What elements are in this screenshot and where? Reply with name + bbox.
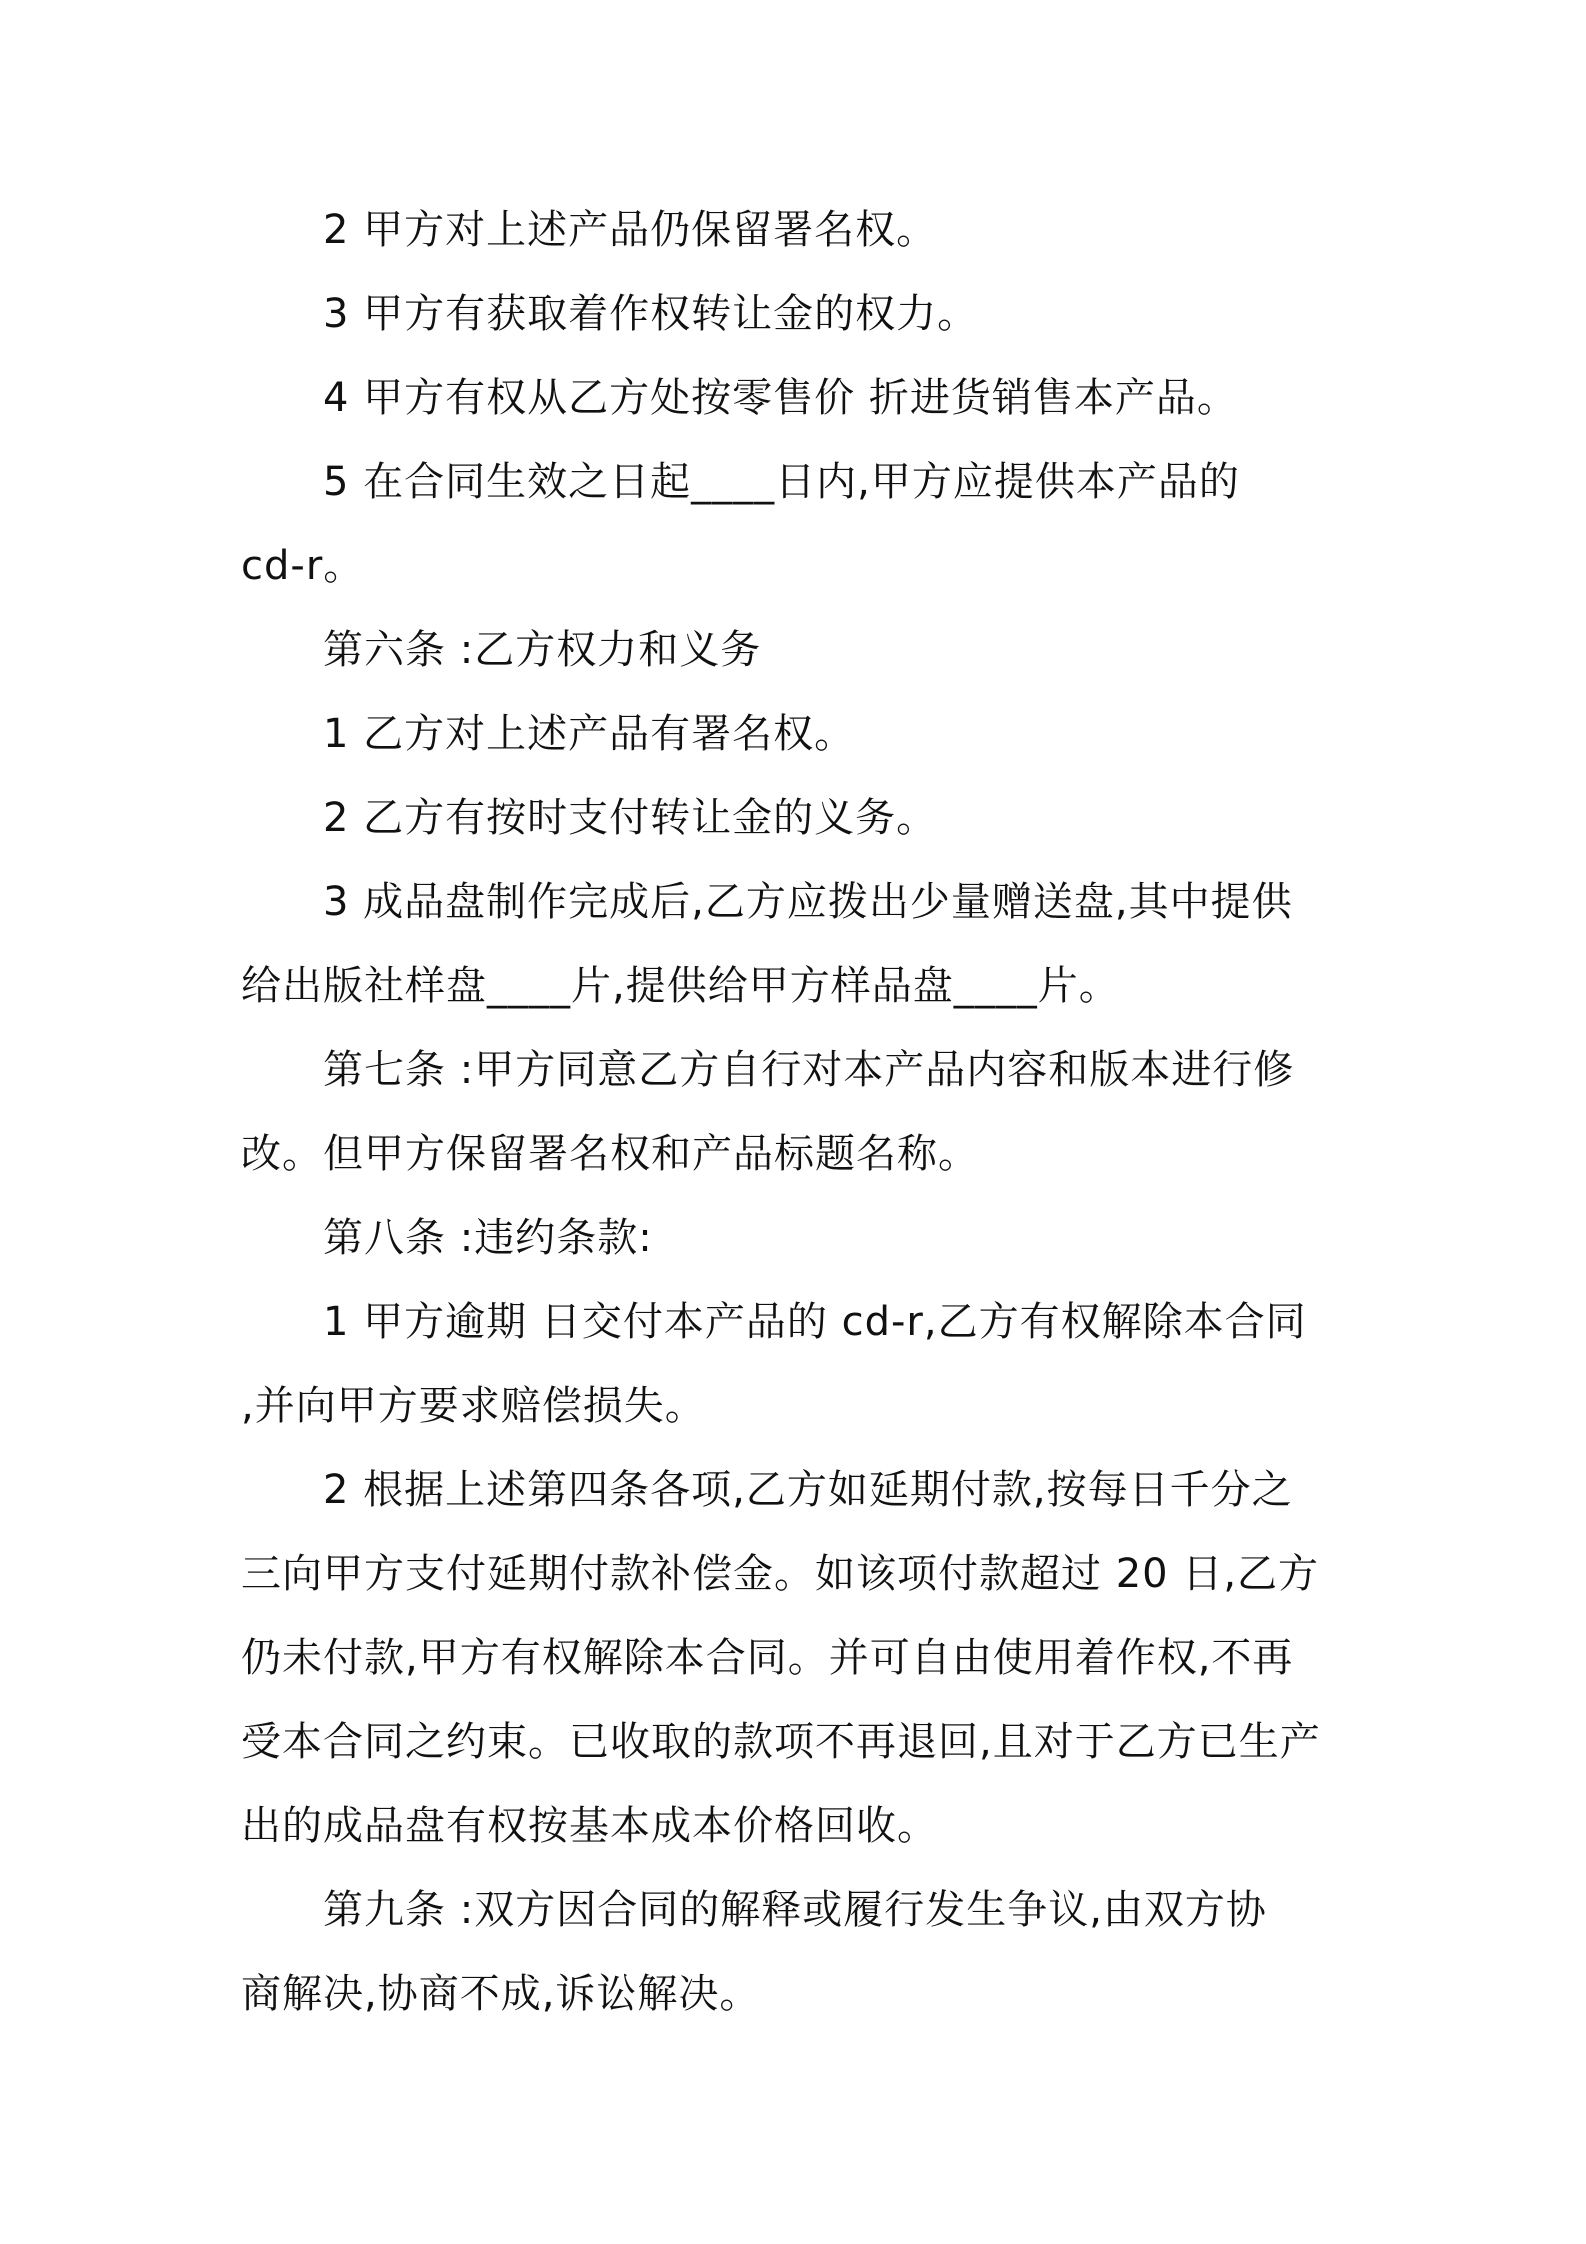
clause-line: 1 甲方逾期 日交付本产品的 cd-r,乙方有权解除本合同: [323, 1299, 1307, 1345]
article-heading: 第七条 :甲方同意乙方自行对本产品内容和版本进行修: [323, 1047, 1295, 1093]
clause-line: 3 成品盘制作完成后,乙方应拨出少量赠送盘,其中提供: [323, 879, 1293, 925]
clause-line: 3 甲方有获取着作权转让金的权力。: [323, 291, 979, 337]
clause-line: 给出版社样盘____片,提供给甲方样品盘____片。: [241, 963, 1120, 1009]
clause-line: 1 乙方对上述产品有署名权。: [323, 711, 856, 757]
clause-line: 改。但甲方保留署名权和产品标题名称。: [241, 1131, 979, 1177]
clause-line: 受本合同之约束。已收取的款项不再退回,且对于乙方已生产: [241, 1719, 1321, 1765]
clause-line: cd-r。: [241, 543, 365, 589]
article-heading: 第八条 :违约条款:: [323, 1215, 653, 1261]
clause-line: 三向甲方支付延期付款补偿金。如该项付款超过 20 日,乙方: [241, 1551, 1320, 1597]
clause-line: 2 根据上述第四条各项,乙方如延期付款,按每日千分之: [323, 1467, 1293, 1513]
clause-line: 出的成品盘有权按基本成本价格回收。: [241, 1803, 938, 1849]
clause-line: 商解决,协商不成,诉讼解决。: [241, 1971, 761, 2017]
clause-line: 5 在合同生效之日起____日内,甲方应提供本产品的: [323, 459, 1240, 505]
clause-line: 仍未付款,甲方有权解除本合同。并可自由使用着作权,不再: [241, 1635, 1294, 1681]
clause-line: ,并向甲方要求赔偿损失。: [241, 1383, 706, 1429]
article-heading: 第六条 :乙方权力和义务: [323, 627, 762, 673]
article-heading: 第九条 :双方因合同的解释或履行发生争议,由双方协: [323, 1887, 1267, 1933]
clause-line: 4 甲方有权从乙方处按零售价 折进货销售本产品。: [323, 375, 1238, 421]
clause-line: 2 甲方对上述产品仍保留署名权。: [323, 207, 938, 253]
clause-line: 2 乙方有按时支付转让金的义务。: [323, 795, 938, 841]
